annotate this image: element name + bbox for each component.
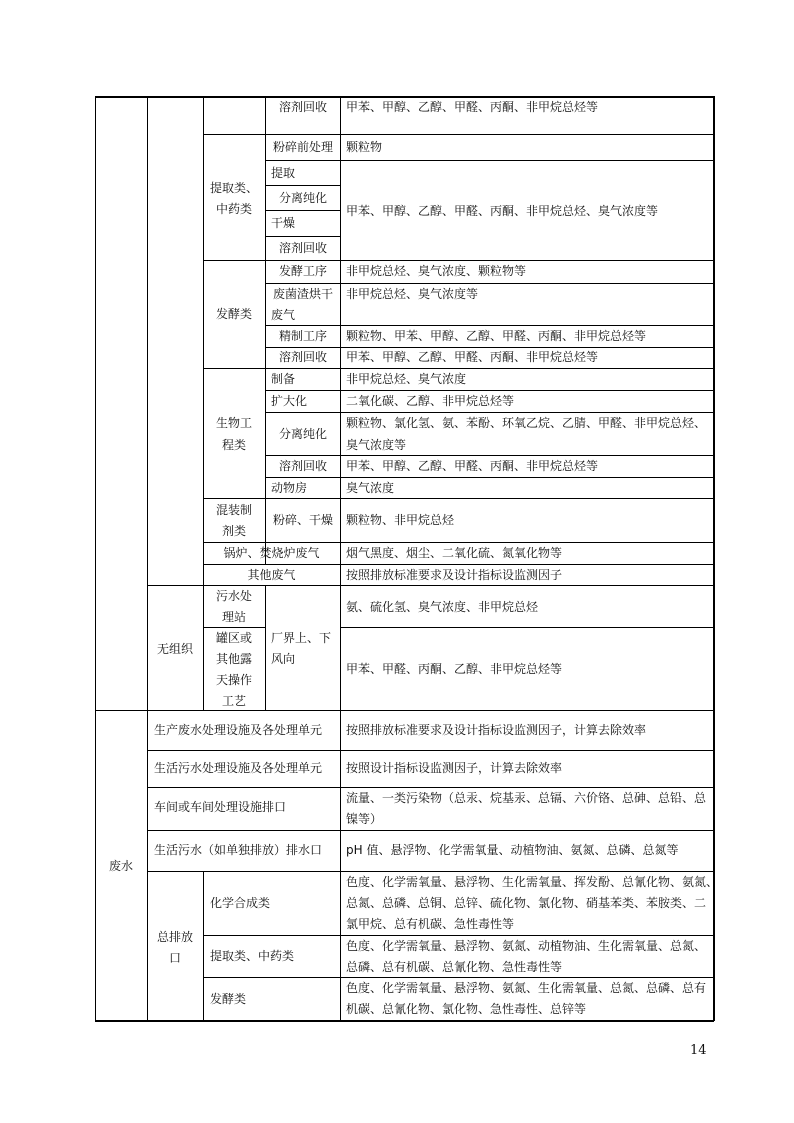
monitoring-point: 车间或车间处理设施排口: [154, 800, 287, 814]
monitoring-items: 总磷、总有机碳、总氰化物、急性毒性等: [346, 960, 563, 974]
monitoring-items: 按照设计指标设监测因子，计算去除效率: [346, 761, 563, 775]
monitoring-items: 烟气黑度、烟尘、二氧化硫、氮氧化物等: [346, 546, 563, 560]
fugitive-source: 其他露: [215, 652, 252, 666]
process-label: 溶剂回收: [278, 459, 327, 473]
process-label: 分离纯化: [278, 427, 327, 441]
monitoring-items: 颗粒物、非甲烷总烃: [346, 513, 455, 527]
process-label: 溶剂回收: [278, 241, 327, 255]
category-label: 生物工: [215, 416, 252, 430]
process-label: 锅炉、焚烧炉废气: [223, 546, 320, 560]
fugitive-source: 罐区或: [215, 631, 252, 645]
monitoring-point: 生活污水（如单独排放）排水口: [154, 843, 323, 857]
process-label: 扩大化: [271, 394, 308, 408]
monitoring-point: 生活污水处理设施及各处理单元: [154, 761, 323, 775]
process-label: 粉碎前处理: [272, 140, 333, 154]
process-label: 其他废气: [247, 568, 296, 582]
total-outlet-label: 总排放: [156, 930, 193, 944]
monitoring-items: 颗粒物: [346, 140, 383, 154]
total-outlet-label: 口: [168, 951, 181, 965]
fugitive-source: 污水处: [215, 589, 252, 603]
process-label: 提取: [271, 166, 296, 180]
category-label: 中药类: [215, 202, 252, 216]
monitoring-items: 臭气浓度等: [346, 438, 407, 452]
category-label: 混装制: [215, 503, 252, 517]
monitoring-items: 甲苯、甲醛、丙酮、乙醇、非甲烷总烃等: [346, 662, 563, 676]
fugitive-point: 厂界上、下: [271, 631, 332, 645]
monitoring-items: 色度、化学需氧量、悬浮物、氨氮、生化需氧量、总氮、总磷、总有: [346, 981, 707, 995]
fugitive-point: 风向: [271, 652, 296, 666]
monitoring-items: 甲苯、甲醇、乙醇、甲醛、丙酮、非甲烷总烃、臭气浓度等: [346, 204, 659, 218]
monitoring-items: 流量、一类污染物（总汞、烷基汞、总镉、六价铬、总砷、总铅、总: [346, 791, 707, 805]
monitoring-items: 非甲烷总烃、臭气浓度等: [346, 287, 479, 301]
category-label: 剂类: [221, 524, 246, 538]
category-label: 发酵类: [215, 307, 252, 321]
fugitive-source: 理站: [221, 610, 246, 624]
process-label: 发酵工序: [278, 264, 327, 278]
monitoring-items: 总氮、总磷、总铜、总锌、硫化物、氯化物、硝基苯类、苯胺类、二: [346, 896, 707, 910]
industry-type: 提取类、中药类: [210, 949, 295, 963]
process-label: 精制工序: [278, 329, 327, 343]
monitoring-items: 非甲烷总烃、臭气浓度: [346, 372, 467, 386]
process-label: 分离纯化: [278, 191, 327, 205]
process-label: 制备: [271, 372, 296, 386]
monitoring-point: 生产废水处理设施及各处理单元: [154, 723, 323, 737]
process-solvent-recovery: 溶剂回收: [278, 100, 327, 114]
monitoring-items: pH 值、悬浮物、化学需氧量、动植物油、氨氮、总磷、总氮等: [346, 843, 679, 857]
category-label: 程类: [221, 438, 246, 452]
monitoring-items: 氨、硫化氢、臭气浓度、非甲烷总烃: [346, 600, 539, 614]
monitoring-items: 色度、化学需氧量、悬浮物、氨氮、动植物油、生化需氧量、总氮、: [346, 939, 707, 953]
monitoring-items: 颗粒物、氯化氢、氨、苯酚、环氧乙烷、乙腈、甲醛、非甲烷总烃、: [346, 416, 707, 430]
process-label: 溶剂回收: [278, 350, 327, 364]
fugitive-source: 天操作: [215, 673, 252, 687]
monitoring-items: 机碳、总氰化物、氯化物、急性毒性、总锌等: [346, 1002, 587, 1016]
process-label: 粉碎、干燥: [272, 513, 333, 527]
monitoring-items: 非甲烷总烃、臭气浓度、颗粒物等: [346, 264, 527, 278]
process-label: 废气: [271, 308, 296, 322]
monitoring-items: 按照排放标准要求及设计指标设监测因子: [346, 568, 563, 582]
fugitive-label: 无组织: [156, 642, 193, 656]
process-label: 动物房: [271, 481, 308, 495]
monitoring-items: 甲苯、甲醇、乙醇、甲醛、丙酮、非甲烷总烃等: [346, 350, 599, 364]
process-label: 干燥: [271, 216, 296, 230]
fugitive-source: 工艺: [221, 694, 246, 708]
industry-type: 化学合成类: [210, 896, 271, 910]
monitoring-items: 镍等）: [346, 812, 383, 826]
category-label: 提取类、: [209, 181, 258, 195]
wastewater-label: 废水: [108, 859, 133, 873]
process-label: 废菌渣烘干: [272, 287, 333, 301]
monitoring-items: 氯甲烷、总有机碳、急性毒性等: [346, 917, 515, 931]
monitoring-items: 臭气浓度: [346, 481, 395, 495]
monitoring-items: 甲苯、甲醇、乙醇、甲醛、丙酮、非甲烷总烃等: [346, 100, 599, 114]
monitoring-items: 二氧化碳、乙醇、非甲烷总烃等: [346, 394, 515, 408]
monitoring-items: 颗粒物、甲苯、甲醇、乙醇、甲醛、丙酮、非甲烷总烃等: [346, 329, 647, 343]
industry-type: 发酵类: [210, 992, 247, 1006]
monitoring-items: 按照排放标准要求及设计指标设监测因子，计算去除效率: [346, 723, 647, 737]
page-number: 14: [690, 1043, 707, 1058]
monitoring-items: 甲苯、甲醇、乙醇、甲醛、丙酮、非甲烷总烃等: [346, 459, 599, 473]
monitoring-items: 色度、化学需氧量、悬浮物、生化需氧量、挥发酚、总氰化物、氨氮、: [346, 875, 719, 889]
